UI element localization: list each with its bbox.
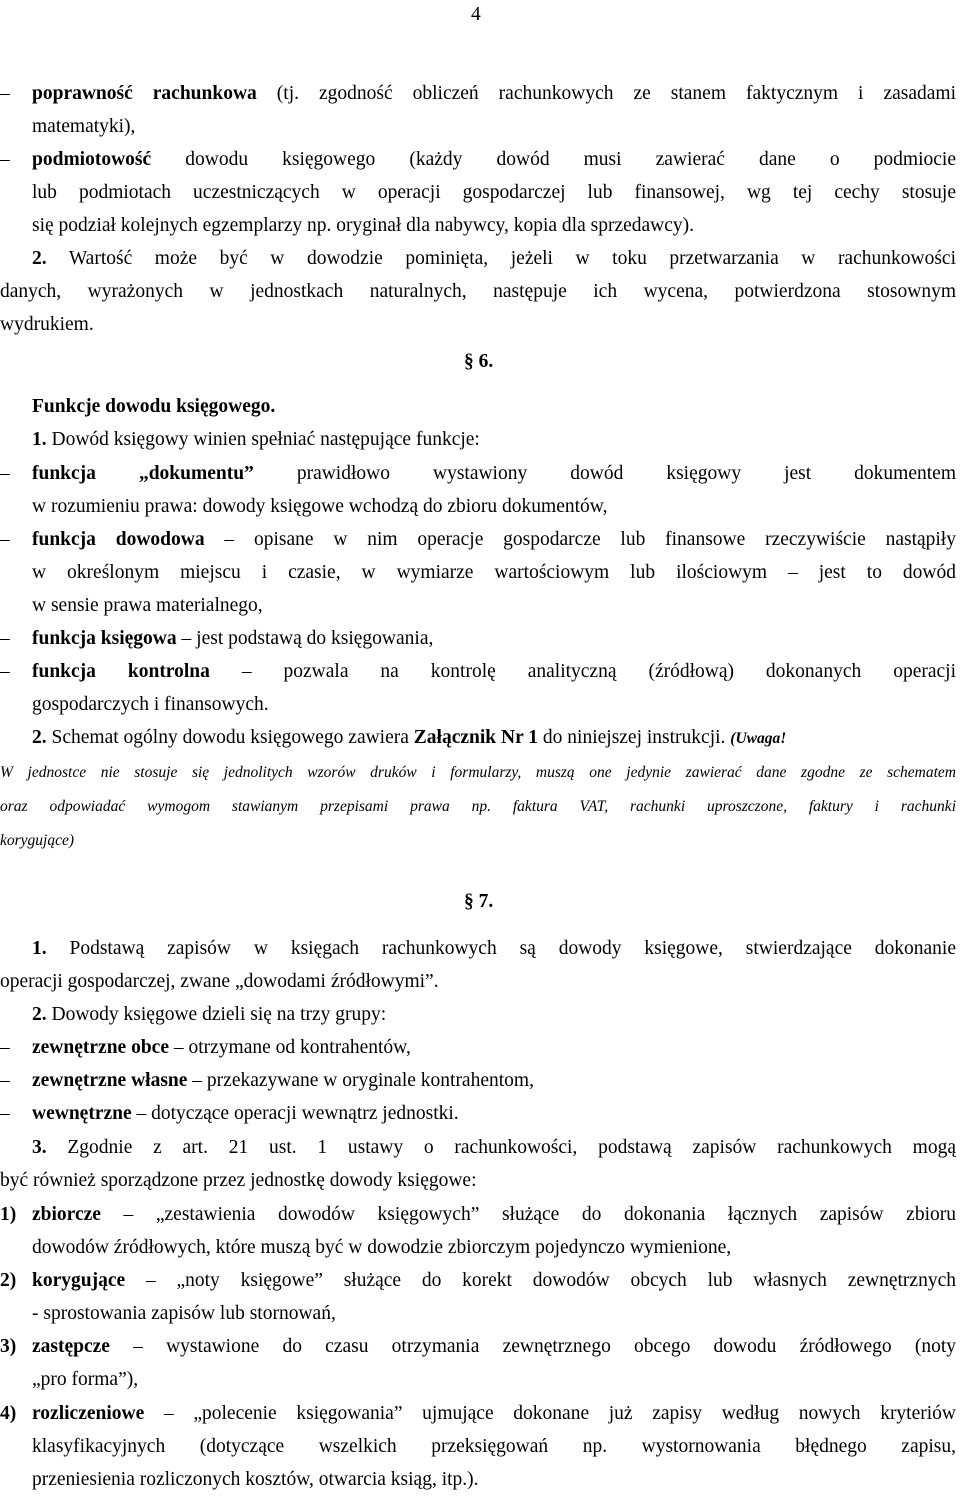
- note-head: (Uwaga!: [730, 730, 787, 747]
- section-title: Funkcje dowodu księgowego.: [32, 396, 276, 417]
- section-heading: § 7.: [464, 891, 494, 912]
- dash-bullet: –: [0, 83, 10, 104]
- note-text: oraz odpowiadać wymogom stawianym przepisami prawa np. faktura VAT, rachunki uproszczone, faktury i rachunki: [0, 798, 956, 815]
- section-heading: § 6.: [464, 351, 494, 372]
- note-text: W jednostce nie stosuje się jednolitych wzorów druków i formularzy, muszą one jedynie zawierać dane zgodne ze schematem: [0, 764, 956, 781]
- attachment-reference: Załącznik Nr 1: [413, 727, 539, 748]
- page-number: 4: [471, 4, 481, 25]
- note-text: korygujące): [0, 832, 75, 849]
- dash-bullet: –: [0, 149, 10, 170]
